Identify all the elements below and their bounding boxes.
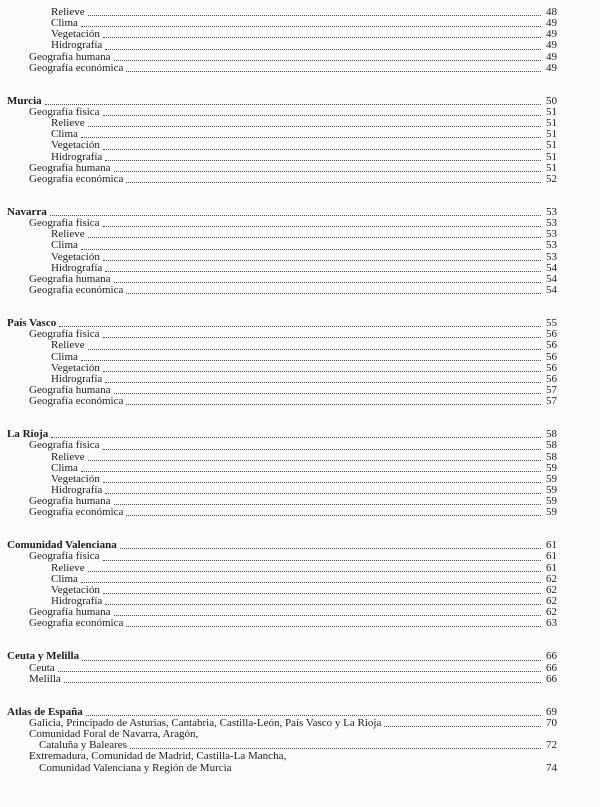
dot-leader [126, 507, 541, 516]
page-number: 62 [546, 606, 557, 619]
toc-entry-label: Geografía económica [29, 172, 124, 185]
page-number: 59 [546, 483, 557, 496]
toc-entry-label: Comunidad Valenciana [7, 539, 117, 552]
toc-entry [7, 751, 557, 762]
page-number: 62 [546, 572, 557, 585]
dot-leader [103, 107, 541, 116]
toc-entry-label: Geografía física [29, 550, 100, 563]
dot-leader [114, 274, 541, 283]
page-number: 61 [546, 561, 557, 574]
toc-entry [7, 285, 557, 296]
toc-entry-label: Vegetación [51, 28, 100, 41]
toc-group [7, 7, 557, 74]
dot-leader [114, 496, 541, 505]
toc-entry [7, 7, 557, 18]
toc-entry [7, 507, 557, 518]
toc-entry-label: Geografía económica [29, 506, 124, 519]
dot-leader [81, 463, 541, 472]
toc-entry-label: Geografía humana [29, 272, 111, 285]
toc-entry [7, 440, 557, 451]
toc-entry [7, 229, 557, 240]
page-number: 54 [546, 261, 557, 274]
page-number: 61 [546, 550, 557, 563]
dot-leader [384, 718, 541, 727]
toc-entry [7, 252, 557, 263]
page-number: 57 [546, 383, 557, 396]
toc-entry-label: Comunidad Valenciana y Región de Murcia [39, 761, 232, 774]
page-number: 48 [546, 6, 557, 18]
toc-group [7, 707, 557, 774]
dot-leader [105, 485, 541, 494]
toc-entry-label: Geografía física [29, 105, 100, 118]
toc-entry [7, 118, 557, 129]
dot-leader [45, 96, 541, 105]
page-number: 59 [546, 495, 557, 508]
toc-entry [7, 107, 557, 118]
dot-leader [81, 352, 541, 361]
toc-group [7, 318, 557, 407]
toc-entry-label: Geografía económica [29, 395, 124, 408]
toc-entry-label: Clima [51, 572, 78, 585]
dot-leader [103, 474, 541, 483]
toc-entry-label: Hidrografía [51, 261, 103, 274]
page-number: 66 [546, 672, 557, 685]
page-number: 62 [546, 583, 557, 596]
page-number: 72 [546, 739, 557, 752]
toc-entry-label: La Rioja [7, 428, 49, 441]
page-number: 70 [546, 717, 557, 730]
page-number: 53 [546, 205, 557, 218]
toc-entry [7, 674, 557, 685]
dot-leader [50, 207, 541, 216]
page-number: 54 [546, 283, 557, 296]
dot-leader [81, 129, 541, 138]
dot-leader [103, 440, 541, 449]
toc-entry-label: Ceuta y Melilla [7, 650, 80, 663]
page-number: 59 [546, 461, 557, 474]
page-number: 61 [546, 539, 557, 552]
dot-leader [126, 174, 541, 183]
toc-entry-label: Clima [51, 128, 78, 141]
toc-entry-label: Hidrografía [51, 372, 103, 385]
dot-leader [120, 540, 541, 549]
toc-entry-label: Relieve [51, 561, 85, 574]
dot-leader [114, 52, 541, 61]
toc-entry [7, 663, 557, 674]
toc-entry [7, 396, 557, 407]
page-number: 51 [546, 150, 557, 163]
toc-entry-label: Vegetación [51, 583, 100, 596]
page-number: 50 [546, 94, 557, 107]
dot-leader [105, 374, 541, 383]
toc-group [7, 96, 557, 185]
dot-leader [126, 618, 541, 627]
toc-entry-label: Hidrografía [51, 595, 103, 608]
toc-entry [7, 40, 557, 51]
dot-leader [103, 329, 541, 338]
leader-spacer [232, 763, 543, 774]
page-number: 59 [546, 472, 557, 485]
toc-entry-label: Relieve [51, 6, 85, 18]
dot-leader [88, 452, 541, 461]
toc-entry-label: Ceuta [29, 661, 55, 674]
page-number: 69 [546, 705, 557, 718]
toc-entry-label: Clima [51, 350, 78, 363]
toc-entry [7, 174, 557, 185]
page-number: 56 [546, 372, 557, 385]
dot-leader [103, 551, 541, 560]
page-number: 74 [546, 761, 557, 774]
dot-leader [103, 252, 541, 261]
page-number: 53 [546, 250, 557, 263]
dot-leader [81, 240, 541, 249]
toc-entry-label: Extremadura, Comunidad de Madrid, Castilla-La Mancha, [29, 750, 287, 763]
dot-leader [105, 40, 541, 49]
toc-entry-label: Galicia, Principado de Asturias, Cantabria, Castilla-León, País Vasco y La Rioja [29, 717, 382, 730]
page-number: 53 [546, 217, 557, 230]
page-number: 56 [546, 328, 557, 341]
dot-leader [51, 429, 541, 438]
toc-entry [7, 340, 557, 351]
page-number: 66 [546, 661, 557, 674]
dot-leader [114, 607, 541, 616]
page-number: 59 [546, 506, 557, 519]
toc-entry [7, 763, 557, 774]
dot-leader [103, 585, 541, 594]
toc-entry-label: Clima [51, 461, 78, 474]
toc-entry [7, 563, 557, 574]
toc-entry-label: Geografía física [29, 217, 100, 230]
dot-leader [59, 318, 541, 327]
page-number: 58 [546, 450, 557, 463]
dot-leader [88, 118, 541, 127]
toc-entry-label: Clima [51, 239, 78, 252]
toc-entry [7, 452, 557, 463]
dot-leader [88, 340, 541, 349]
toc-entry [7, 551, 557, 562]
toc-entry-label: Geografía física [29, 439, 100, 452]
toc-entry-label: Geografía económica [29, 61, 124, 74]
page-number: 49 [546, 28, 557, 41]
toc-entry-label: Vegetación [51, 361, 100, 374]
toc-entry-label: Geografía humana [29, 606, 111, 619]
toc-entry-label: Hidrografía [51, 39, 103, 52]
page-number: 66 [546, 650, 557, 663]
dot-leader [82, 651, 541, 660]
page-number: 51 [546, 139, 557, 152]
dot-leader [130, 740, 541, 749]
toc-entry-label: Cataluña y Baleares [39, 739, 127, 752]
dot-leader [105, 263, 541, 272]
toc-entry-label: Relieve [51, 117, 85, 130]
toc-entry-label: Geografía física [29, 328, 100, 341]
toc-entry-label: Relieve [51, 450, 85, 463]
dot-leader [126, 285, 541, 294]
dot-leader [105, 152, 541, 161]
page-number: 53 [546, 228, 557, 241]
page-number: 51 [546, 128, 557, 141]
toc-entry [7, 63, 557, 74]
page-number: 52 [546, 172, 557, 185]
page-number: 55 [546, 317, 557, 330]
dot-leader [126, 63, 541, 72]
toc-entry-label: Geografía humana [29, 495, 111, 508]
toc-entry [7, 618, 557, 629]
page-number: 54 [546, 272, 557, 285]
page-number: 57 [546, 395, 557, 408]
dot-leader [81, 574, 541, 583]
dot-leader [81, 18, 541, 27]
dot-leader [88, 229, 541, 238]
toc-entry-label: Relieve [51, 228, 85, 241]
page-number: 62 [546, 595, 557, 608]
toc-entry-label: País Vasco [7, 317, 57, 330]
table-of-contents [7, 7, 557, 774]
page-number: 58 [546, 428, 557, 441]
page-number: 53 [546, 239, 557, 252]
toc-entry-label: Clima [51, 17, 78, 30]
dot-leader [103, 140, 541, 149]
page-number: 56 [546, 361, 557, 374]
toc-entry-label: Atlas de España [7, 705, 83, 718]
toc-entry-label: Geografía humana [29, 383, 111, 396]
toc-group [7, 651, 557, 684]
toc-group [7, 540, 557, 629]
dot-leader [103, 29, 541, 38]
toc-entry-label: Comunidad Foral de Navarra, Aragón, [29, 728, 199, 741]
toc-entry [7, 140, 557, 151]
toc-entry-label: Murcia [7, 94, 42, 107]
dot-leader [86, 707, 541, 716]
toc-entry-label: Vegetación [51, 250, 100, 263]
dot-leader [64, 674, 541, 683]
page-number: 63 [546, 617, 557, 630]
toc-entry-label: Navarra [7, 205, 47, 218]
dot-leader [103, 218, 541, 227]
toc-entry-label: Relieve [51, 339, 85, 352]
dot-leader [88, 563, 541, 572]
toc-group [7, 429, 557, 518]
toc-group [7, 207, 557, 296]
toc-section-heading [7, 651, 557, 662]
toc-entry [7, 240, 557, 251]
dot-leader [105, 596, 541, 605]
toc-entry-label: Geografía económica [29, 617, 124, 630]
page-number: 51 [546, 161, 557, 174]
page-number: 51 [546, 105, 557, 118]
toc-entry-label: Vegetación [51, 472, 100, 485]
toc-entry-label: Vegetación [51, 139, 100, 152]
page-number: 49 [546, 61, 557, 74]
dot-leader [88, 7, 541, 16]
page-number: 49 [546, 50, 557, 63]
page-number: 51 [546, 117, 557, 130]
toc-entry-label: Hidrografía [51, 150, 103, 163]
toc-entry-label: Melilla [29, 672, 61, 685]
toc-entry-label: Geografía humana [29, 50, 111, 63]
page-number: 56 [546, 339, 557, 352]
dot-leader [103, 363, 541, 372]
dot-leader [114, 163, 541, 172]
page-number: 49 [546, 17, 557, 30]
toc-entry-label: Geografía humana [29, 161, 111, 174]
toc-entry [7, 352, 557, 363]
dot-leader [58, 663, 541, 672]
dot-leader [114, 385, 541, 394]
dot-leader [126, 396, 541, 405]
toc-entry [7, 218, 557, 229]
page-number: 56 [546, 350, 557, 363]
toc-entry-label: Hidrografía [51, 483, 103, 496]
toc-entry [7, 329, 557, 340]
page-number: 58 [546, 439, 557, 452]
toc-entry-label: Geografía económica [29, 283, 124, 296]
page-number: 49 [546, 39, 557, 52]
